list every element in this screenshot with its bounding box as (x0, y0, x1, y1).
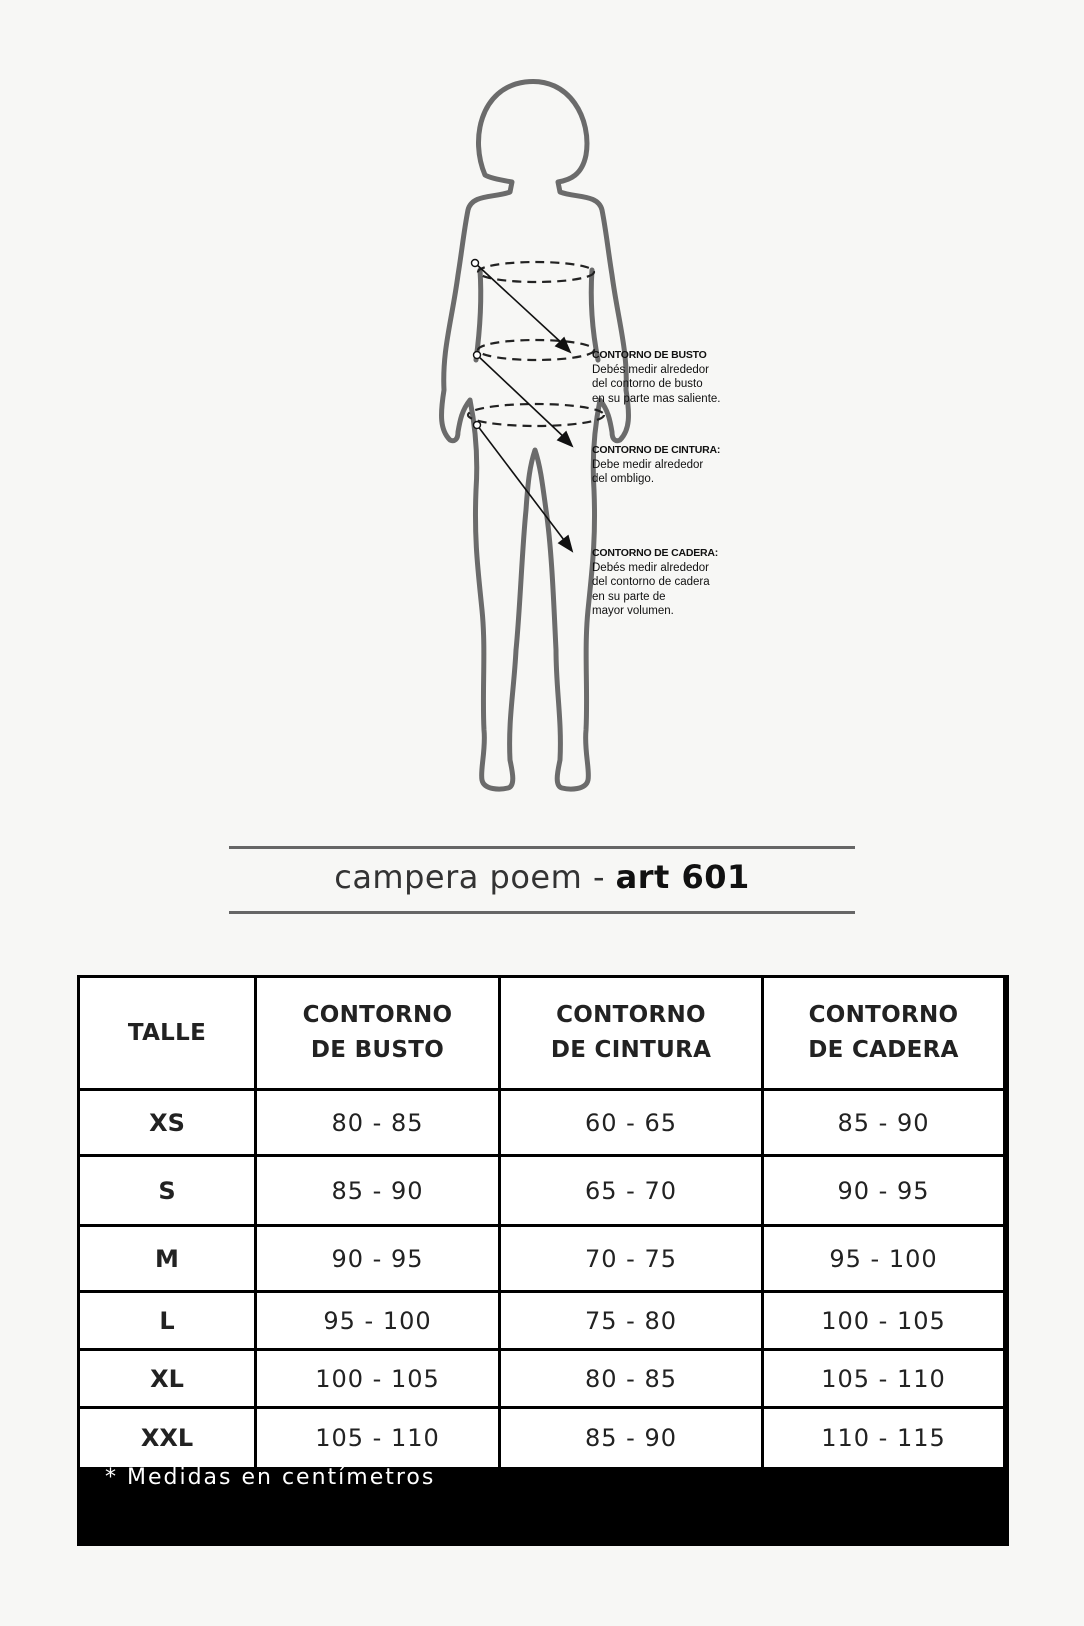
body-silhouette-icon (330, 70, 770, 800)
busto-cell: 105 - 110 (257, 1409, 498, 1467)
table-row (80, 1157, 1003, 1224)
header-busto: CONTORNO DE BUSTO (257, 978, 498, 1088)
cintura-cell: 60 - 65 (501, 1091, 761, 1154)
callout-busto-line: Debés medir alrededor (592, 363, 709, 376)
header-talle: TALLE (80, 978, 254, 1088)
callout-busto-title: CONTORNO DE BUSTO (592, 349, 707, 361)
callout-cintura-line: del ombligo. (592, 473, 655, 485)
header-cadera: CONTORNO DE CADERA (764, 978, 1003, 1088)
callout-busto-line: del contorno de busto (592, 378, 703, 390)
size-cell: XXL (80, 1409, 254, 1467)
table-row (80, 1351, 1003, 1406)
callout-cintura (592, 443, 720, 487)
product-art: art 601 (615, 858, 750, 896)
size-cell: S (80, 1157, 254, 1224)
cadera-cell: 85 - 90 (764, 1091, 1003, 1154)
callout-cintura-title: CONTORNO DE CINTURA: (592, 444, 721, 456)
cadera-cell: 100 - 105 (764, 1293, 1003, 1348)
callout-cintura-line: Debe medir alrededor (592, 458, 704, 471)
callout-busto-line: en su parte mas saliente. (592, 392, 721, 405)
callout-cadera (592, 546, 718, 619)
callout-busto (592, 348, 721, 406)
callout-cadera-line: en su parte de (592, 590, 666, 603)
callout-cadera-title: CONTORNO DE CADERA: (592, 547, 719, 559)
size-cell: XS (80, 1091, 254, 1154)
size-cell: XL (80, 1351, 254, 1406)
title-bottom-rule (229, 911, 855, 914)
callout-cadera-line: Debés medir alrededor (592, 561, 709, 574)
header-cintura: CONTORNO DE CINTURA (501, 978, 761, 1088)
cintura-cell: 80 - 85 (501, 1351, 761, 1406)
cintura-cell: 70 - 75 (501, 1227, 761, 1290)
cintura-cell: 75 - 80 (501, 1293, 761, 1348)
cadera-cell: 110 - 115 (764, 1409, 1003, 1467)
callout-cadera-line: del contorno de cadera (592, 576, 710, 588)
cadera-cell: 95 - 100 (764, 1227, 1003, 1290)
busto-cell: 90 - 95 (257, 1227, 498, 1290)
size-cell: L (80, 1293, 254, 1348)
callout-cadera-line: mayor volumen. (592, 605, 674, 617)
size-table (77, 975, 1009, 1546)
footnote: * Medidas en centímetros (105, 1465, 436, 1490)
table-header-row (80, 978, 1003, 1088)
table-row (80, 1091, 1003, 1154)
title-top-rule (229, 846, 855, 849)
product-name: campera poem - (334, 858, 605, 896)
cintura-cell: 85 - 90 (501, 1409, 761, 1467)
busto-cell: 80 - 85 (257, 1091, 498, 1154)
page-title (229, 858, 855, 896)
busto-cell: 85 - 90 (257, 1157, 498, 1224)
table-row (80, 1227, 1003, 1290)
size-cell: M (80, 1227, 254, 1290)
body-measurement-illustration (330, 70, 770, 800)
cadera-cell: 90 - 95 (764, 1157, 1003, 1224)
table-row (80, 1293, 1003, 1348)
table-row (80, 1409, 1003, 1467)
cadera-cell: 105 - 110 (764, 1351, 1003, 1406)
busto-cell: 100 - 105 (257, 1351, 498, 1406)
cintura-cell: 65 - 70 (501, 1157, 761, 1224)
busto-cell: 95 - 100 (257, 1293, 498, 1348)
